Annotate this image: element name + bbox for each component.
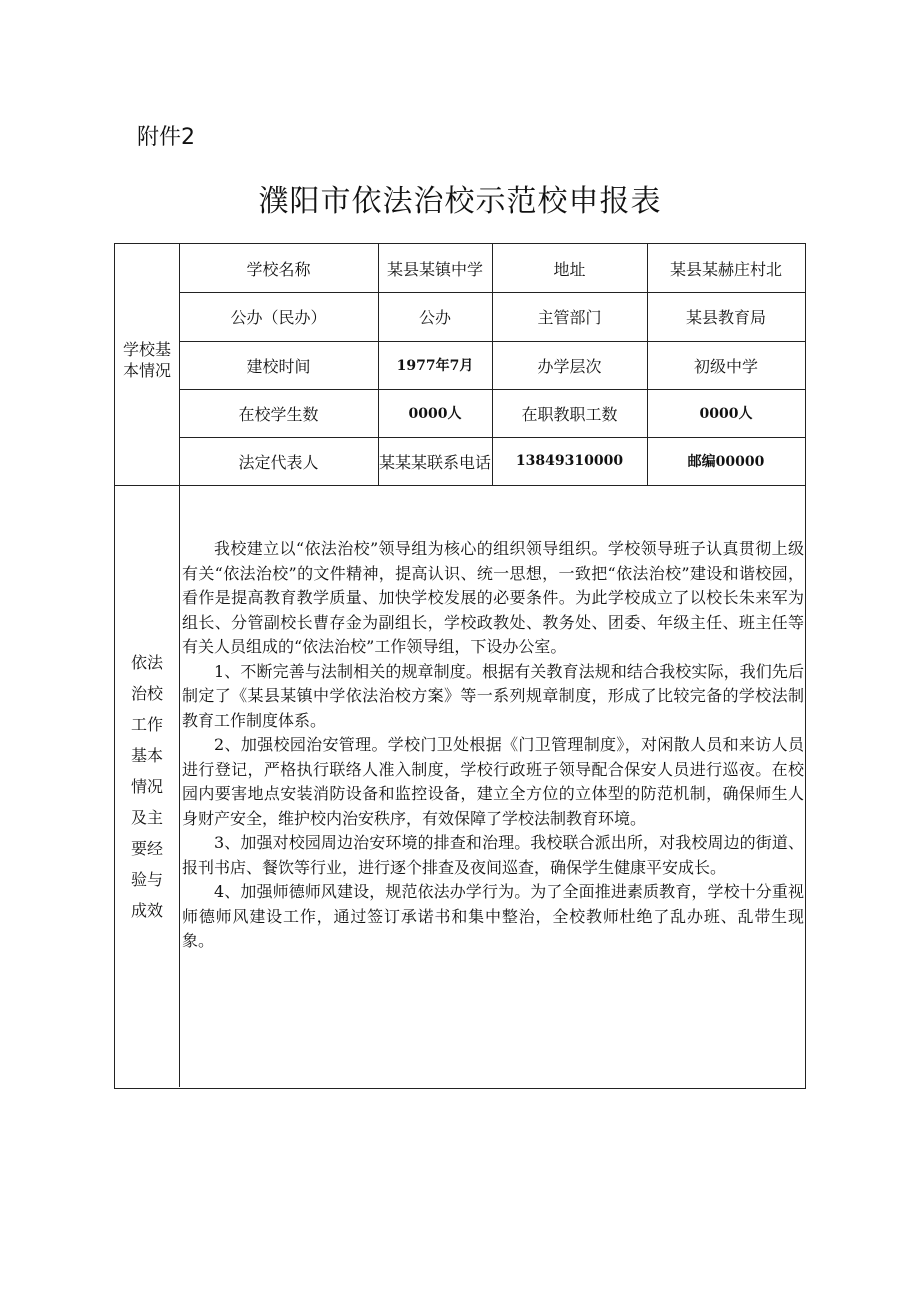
label-school-type: 公办（民办）	[230, 308, 327, 327]
application-form-table	[114, 243, 806, 1089]
label-school-level: 办学层次	[537, 356, 602, 376]
work-description	[182, 537, 804, 954]
label-staff-count: 在职教职工数	[521, 404, 618, 424]
value-postcode: 邮编00000	[687, 454, 765, 470]
value-founded: 1977年7月	[396, 358, 474, 374]
paragraph: 4、加强师德师风建设，规范依法办学行为。为了全面推进素质教育，学校十分重视师德师风建设工作，通过签订承诺书和集中整治，全校教师杜绝了乱办班、乱带生现象。	[182, 882, 804, 950]
paragraph: 我校建立以“依法治校”领导组为核心的组织领导组织。学校领导班子认真贯彻上级有关“依法治校”的文件精神，提高认识、统一思想，一致把“依法治校”建设和谐校园，看作是提高教育教学质量、加快学校发展的必要条件。为此学校成立了以校长朱来军为组长、分管副校长曹存金为副组长，学校政教处、教务处、团委、年级主任、班主任等有关人员组成的“依法治校”工作领导组，下设办公室。	[182, 539, 804, 656]
value-student-count: 0000人	[408, 406, 462, 422]
value-staff-count: 0000人	[699, 406, 753, 422]
divider	[115, 485, 805, 486]
value-school-name: 某县某镇中学	[386, 259, 483, 279]
paragraph: 3、加强对校园周边治安环境的排查和治理。我校联合派出所，对我校周边的街道、报刊书店、餐饮等行业，进行逐个排查及夜间巡查，确保学生健康平安成长。	[182, 833, 804, 877]
value-legal-rep-phone-label: 某某某联系电话	[378, 452, 491, 472]
value-address: 某县某赫庄村北	[669, 259, 782, 279]
value-school-level: 初级中学	[693, 356, 758, 376]
value-supervisor: 某县教育局	[685, 308, 766, 327]
value-school-type: 公办	[418, 308, 451, 327]
label-founded: 建校时间	[246, 356, 311, 376]
label-supervisor: 主管部门	[537, 308, 602, 327]
value-phone: 13849310000	[515, 453, 624, 469]
paragraph: 1、不断完善与法制相关的规章制度。根据有关教育法规和结合我校实际，我们先后制定了《某县某镇中学依法治校方案》等一系列规章制度，形成了比较完备的学校法制教育工作制度体系。	[182, 661, 804, 730]
paragraph: 2、加强校园治安管理。学校门卫处根据《门卫管理制度》，对闲散人员和来访人员进行登记，严格执行联络人准入制度，学校行政班子领导配合保安人员进行巡夜。在校园内要害地点安装消防设备和监控设备，建立全方位的立体型的防范机制，确保师生人身财产安全，维护校内治安秩序，有效保障了学校法制教育环境。	[182, 735, 804, 828]
page-title: 濮阳市依法治校示范校申报表	[258, 184, 662, 219]
label-address: 地址	[553, 259, 586, 279]
attachment-label: 附件2	[137, 125, 195, 150]
basic-info-section-label: 学校基 本情况	[122, 340, 171, 380]
label-school-name: 学校名称	[246, 259, 311, 279]
work-section-label: 依法 治校 工作 基本 情况 及主 要经 验与 成效	[130, 653, 163, 920]
label-legal-rep: 法定代表人	[238, 452, 319, 472]
label-student-count: 在校学生数	[238, 404, 319, 424]
